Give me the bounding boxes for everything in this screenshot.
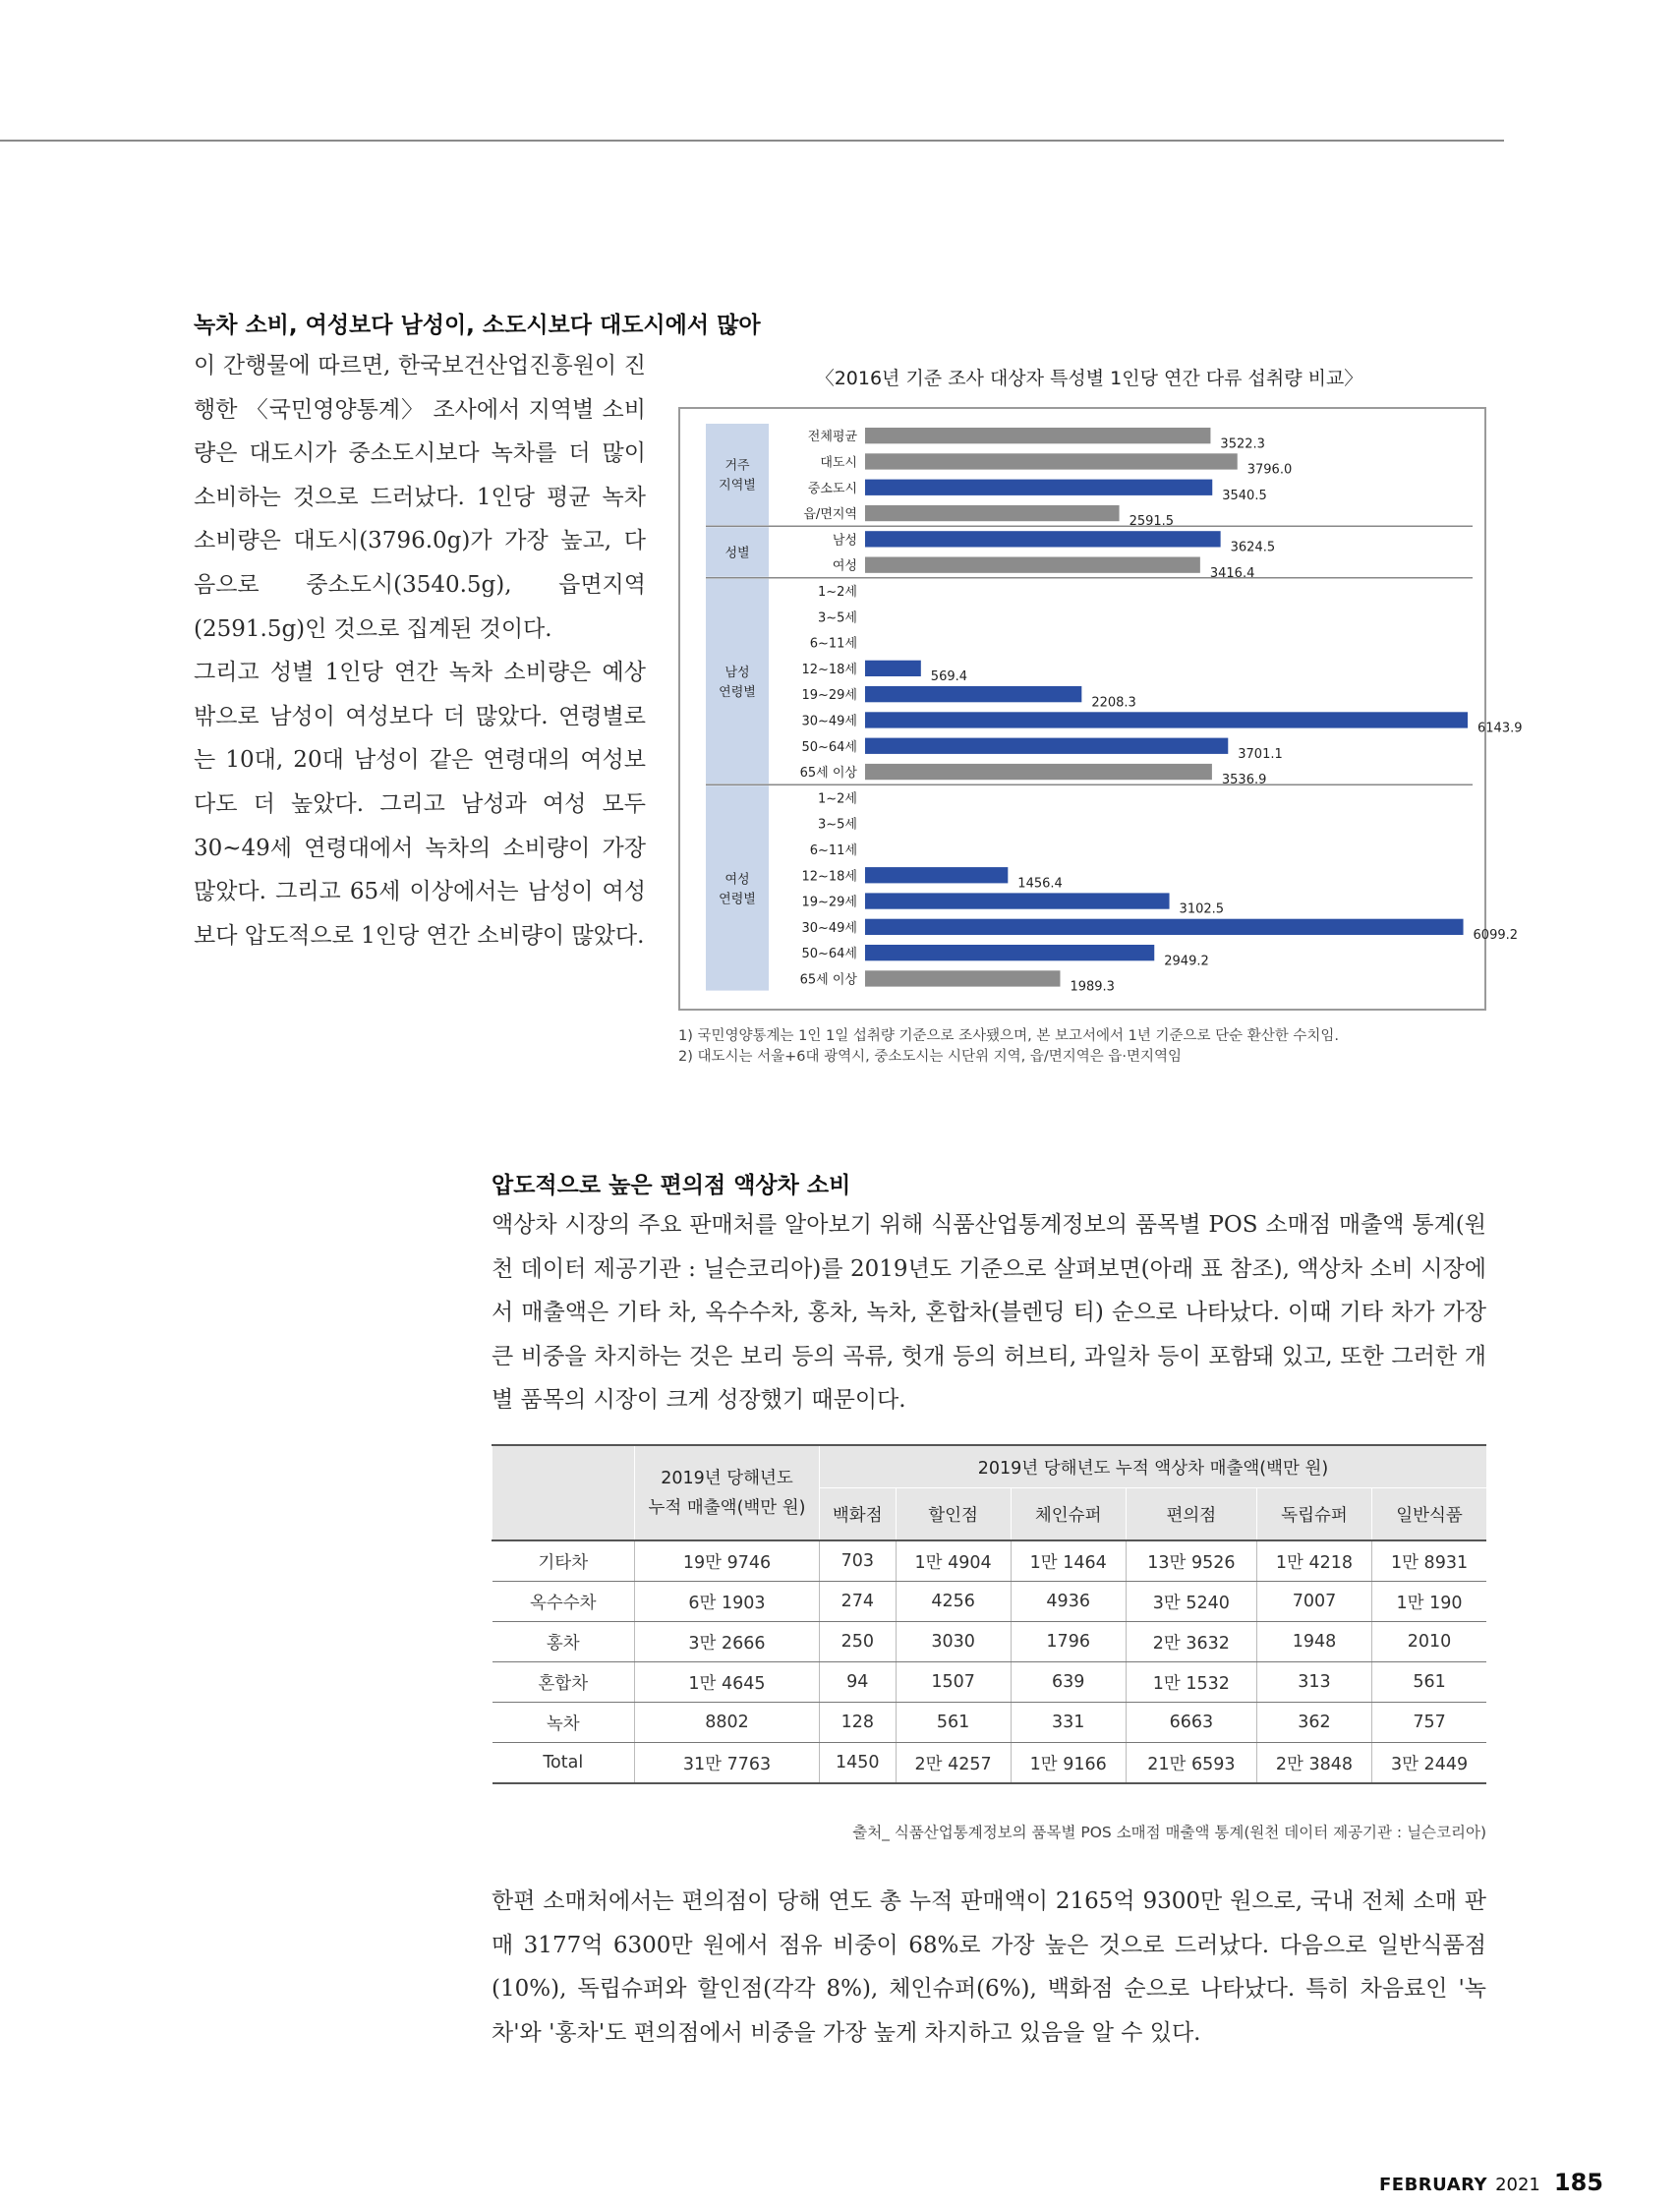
table-cell: 1만 4218 [1256, 1540, 1371, 1582]
chart-category-label: 1~2세 [818, 584, 857, 600]
table-cell: 3030 [896, 1622, 1011, 1662]
table-cell: 3만 2449 [1372, 1743, 1486, 1784]
table-cell: 274 [820, 1582, 897, 1622]
table-cell: 250 [820, 1622, 897, 1662]
chart-category-label: 6~11세 [809, 842, 857, 858]
table-total-header-line1: 2019년 당해년도 [661, 1468, 793, 1488]
table-row [492, 1743, 1487, 1784]
chart-category-label: 여성 [832, 558, 857, 574]
section1-paragraph-2: 그리고 성별 1인당 연간 녹차 소비량은 예상 밖으로 남성이 여성보다 더 많았다. 연령별로는 10대, 20대 남성이 같은 연령대의 여성보다도 더 높았다. 그리고 남성과 여성 모두 30~49세 연령대에서 녹차의 소비량이 가장 많았다. 그리고 65세 이상에서는 남성이 여성보다 압도적으로 1인당 연간 소비량이 많았다. [194, 660, 646, 949]
chart-bar [865, 531, 1221, 547]
chart-value-label: 2591.5 [1129, 514, 1175, 530]
chart-note-1: 1) 국민영양통계는 1인 1일 섭취량 기준으로 조사됐으며, 본 보고서에서 1년 기준으로 단순 환산한 수치임. [678, 1028, 1339, 1044]
chart-value-label: 2949.2 [1164, 954, 1209, 969]
chart-value-label: 3796.0 [1246, 462, 1293, 478]
section1-heading: 녹차 소비, 여성보다 남성이, 소도시보다 대도시에서 많아 [194, 313, 761, 338]
chart-value-label: 2208.3 [1091, 695, 1136, 711]
table-channel-header: 할인점 [896, 1488, 1011, 1541]
chart-bar [865, 480, 1212, 495]
table-channel-header: 일반식품 [1372, 1488, 1486, 1541]
chart-bar [865, 764, 1212, 780]
table-cell: 21만 6593 [1126, 1743, 1256, 1784]
table-cell: 703 [820, 1540, 897, 1582]
chart-value-label: 3416.4 [1209, 565, 1255, 581]
table-cell: 1507 [896, 1662, 1011, 1703]
chart-value-label: 3701.1 [1238, 746, 1283, 762]
chart-category-label: 50~64세 [801, 739, 857, 755]
chart-bar [865, 893, 1170, 908]
chart-category-label: 남성 [832, 533, 857, 549]
table-group-header: 2019년 당해년도 누적 액상차 매출액(백만 원) [820, 1445, 1487, 1488]
table-cell: 362 [1256, 1703, 1371, 1743]
chart-group-band [706, 579, 769, 784]
chart-bar [865, 919, 1464, 935]
section2-paragraph: 액상차 시장의 주요 판매처를 알아보기 위해 식품산업통계정보의 품목별 POS 소매점 매출액 통계(원천 데이터 제공기관 : 닐슨코리아)를 2019년도 기준으로 살펴보면(아래 표 참조), 액상차 소비 시장에서 매출액은 기타 차, 옥수수차, 홍차, 녹차, 혼합차(블렌딩 티) 순으로 나타났다. 이때 기타 차가 가장 큰 비중을 차지하는 것은 보리 등의 곡류, 헛개 등의 허브티, 과일차 등이 포함돼 있고, 또한 그러한 개별 품목의 시장이 크게 성장했기 때문이다. [492, 1212, 1486, 1414]
table-cell: 13만 9526 [1126, 1540, 1256, 1582]
table-body [492, 1540, 1487, 1783]
chart-value-label: 6143.9 [1477, 721, 1523, 736]
chart-bar [865, 453, 1238, 469]
table-cell: 1만 4904 [896, 1540, 1011, 1582]
chart-category-label: 6~11세 [809, 636, 857, 652]
table-cell: 1948 [1256, 1622, 1371, 1662]
page-number: 185 [1553, 2169, 1603, 2196]
chart-group-label: 거주 [724, 458, 750, 474]
table-cell: 3만 5240 [1126, 1582, 1256, 1622]
chart-bar [865, 867, 1008, 883]
chart-category-label: 50~64세 [801, 947, 857, 962]
table-row [492, 1622, 1487, 1662]
chart-category-label: 30~49세 [801, 920, 857, 936]
table-total-cell: 19만 9746 [635, 1540, 820, 1582]
table-cell: 757 [1372, 1703, 1486, 1743]
table-row-label: Total [492, 1743, 635, 1784]
chart-bar [865, 505, 1120, 521]
table-row [492, 1662, 1487, 1703]
table-cell: 561 [1372, 1662, 1486, 1703]
chart-category-label: 12~18세 [801, 869, 857, 885]
section3-paragraph: 한편 소매처에서는 편의점이 당해 연도 총 누적 판매액이 2165억 9300만 원으로, 국내 전체 소매 판매 3177억 6300만 원에서 점유 비중이 68%로 가장 높은 것으로 드러났다. 다음으로 일반식품점(10%), 독립슈퍼와 할인점(각각 8%), 체인슈퍼(6%), 백화점 순으로 나타났다. 특히 차음료인 '녹차'와 '홍차'도 편의점에서 비중을 가장 높게 차지하고 있음을 알 수 있다. [492, 1888, 1486, 2046]
table-cell: 561 [896, 1703, 1011, 1743]
chart-value-label: 569.4 [930, 669, 968, 684]
tea-consumption-chart [678, 407, 1523, 1011]
chart-value-label: 3102.5 [1179, 901, 1225, 917]
table-cell: 2만 4257 [896, 1743, 1011, 1784]
chart-group-label: 연령별 [719, 685, 756, 700]
chart-value-label: 1456.4 [1017, 876, 1063, 892]
chart-value-label: 3536.9 [1221, 773, 1267, 788]
chart-category-label: 65세 이상 [799, 766, 857, 782]
table-cell: 4256 [896, 1582, 1011, 1622]
chart-bar [865, 738, 1228, 754]
table-cell: 1796 [1011, 1622, 1126, 1662]
section2-heading: 압도적으로 높은 편의점 액상차 소비 [492, 1173, 851, 1198]
chart-category-label: 읍/면지역 [803, 507, 857, 523]
chart-group-label: 남성 [724, 666, 750, 680]
chart-value-label: 1989.3 [1070, 979, 1115, 995]
table-channel-header: 체인슈퍼 [1011, 1488, 1126, 1541]
table-total-cell: 8802 [635, 1703, 820, 1743]
chart-bar [865, 428, 1210, 443]
chart-bar [865, 945, 1154, 960]
table-cell: 6663 [1126, 1703, 1256, 1743]
table-cell: 94 [820, 1662, 897, 1703]
table-cell: 1450 [820, 1743, 897, 1784]
chart-group-band [706, 785, 769, 990]
chart-value-label: 3624.5 [1230, 540, 1276, 555]
section1-body [194, 344, 646, 958]
table-row-label: 옥수수차 [492, 1582, 635, 1622]
page-footer [1379, 2169, 1603, 2196]
chart-category-label: 12~18세 [801, 662, 857, 677]
table-cell: 2010 [1372, 1622, 1486, 1662]
chart-bar [865, 712, 1468, 727]
table-row-label: 기타차 [492, 1540, 635, 1582]
chart-note-2: 2) 대도시는 서울+6대 광역시, 중소도시는 시단위 지역, 읍/면지역은 읍·면지역임 [678, 1049, 1183, 1065]
table-row-label: 녹차 [492, 1703, 635, 1743]
chart-group-label: 연령별 [719, 892, 756, 907]
table-source: 출처_ 식품산업통계정보의 품목별 POS 소매점 매출액 통계(원천 데이터 제공기관 : 닐슨코리아) [852, 1824, 1486, 1841]
chart-group-label: 여성 [724, 872, 750, 888]
table-cell: 1만 1532 [1126, 1662, 1256, 1703]
chart-value-label: 3540.5 [1222, 488, 1267, 503]
footer-month: FEBRUARY [1379, 2175, 1488, 2195]
chart-bar [865, 686, 1081, 702]
chart-category-label: 30~49세 [801, 714, 857, 729]
chart-category-label: 중소도시 [807, 481, 857, 496]
table-cell: 331 [1011, 1703, 1126, 1743]
table-total-header [635, 1445, 820, 1540]
table-channel-header: 백화점 [820, 1488, 897, 1541]
chart-title: 〈2016년 기준 조사 대상자 특성별 1인당 연간 다류 섭취량 비교〉 [815, 368, 1363, 389]
chart-group-label: 지역별 [719, 478, 756, 494]
chart-category-label: 19~29세 [801, 688, 857, 704]
chart-bar [865, 557, 1200, 573]
chart-category-label: 전체평균 [807, 430, 857, 445]
table-corner-cell [492, 1445, 635, 1540]
table-cell: 1만 9166 [1011, 1743, 1126, 1784]
table-cell: 128 [820, 1703, 897, 1743]
table-cell: 1만 190 [1372, 1582, 1486, 1622]
table-total-cell: 31만 7763 [635, 1743, 820, 1784]
table-channel-header: 편의점 [1126, 1488, 1256, 1541]
chart-category-label: 3~5세 [818, 817, 857, 833]
chart-category-label: 65세 이상 [799, 972, 857, 988]
chart-notes [678, 1026, 1524, 1068]
chart-value-label: 6099.2 [1473, 928, 1519, 943]
chart-bar [865, 970, 1060, 986]
table-total-cell: 3만 2666 [635, 1622, 820, 1662]
chart-category-label: 3~5세 [818, 610, 857, 626]
table-row-label: 홍차 [492, 1622, 635, 1662]
table-cell: 2만 3848 [1256, 1743, 1371, 1784]
table-cell: 313 [1256, 1662, 1371, 1703]
table-cell: 4936 [1011, 1582, 1126, 1622]
liquid-tea-sales-table [492, 1444, 1486, 1784]
table-cell: 7007 [1256, 1582, 1371, 1622]
chart-group-label: 성별 [724, 546, 750, 561]
section1-paragraph-1: 이 간행물에 따르면, 한국보건산업진흥원이 진행한 〈국민영양통계〉 조사에서 지역별 소비량은 대도시가 중소도시보다 녹차를 더 많이 소비하는 것으로 드러났다. 1인당 평균 녹차 소비량은 대도시(3796.0g)가 가장 높고, 다음으로 중소도시(3540.5g), 읍면지역(2591.5g)인 것으로 집계된 것이다. [194, 353, 646, 642]
chart-value-label: 3522.3 [1220, 436, 1265, 452]
table-total-header-line2: 누적 매출액(백만 원) [648, 1497, 806, 1518]
table-row [492, 1582, 1487, 1622]
chart-category-label: 1~2세 [818, 791, 857, 807]
table-total-cell: 1만 4645 [635, 1662, 820, 1703]
footer-year: 2021 [1495, 2175, 1540, 2195]
table-row-label: 혼합차 [492, 1662, 635, 1703]
top-rule [0, 140, 1504, 142]
chart-group-band [706, 424, 769, 525]
table-row [492, 1703, 1487, 1743]
chart-category-label: 대도시 [820, 455, 857, 471]
table-channel-header: 독립슈퍼 [1256, 1488, 1371, 1541]
chart-category-label: 19~29세 [801, 895, 857, 910]
table-cell: 1만 8931 [1372, 1540, 1486, 1582]
table-cell: 639 [1011, 1662, 1126, 1703]
table-cell: 1만 1464 [1011, 1540, 1126, 1582]
chart-bar [865, 661, 921, 676]
table-total-cell: 6만 1903 [635, 1582, 820, 1622]
table-cell: 2만 3632 [1126, 1622, 1256, 1662]
table-row [492, 1540, 1487, 1582]
